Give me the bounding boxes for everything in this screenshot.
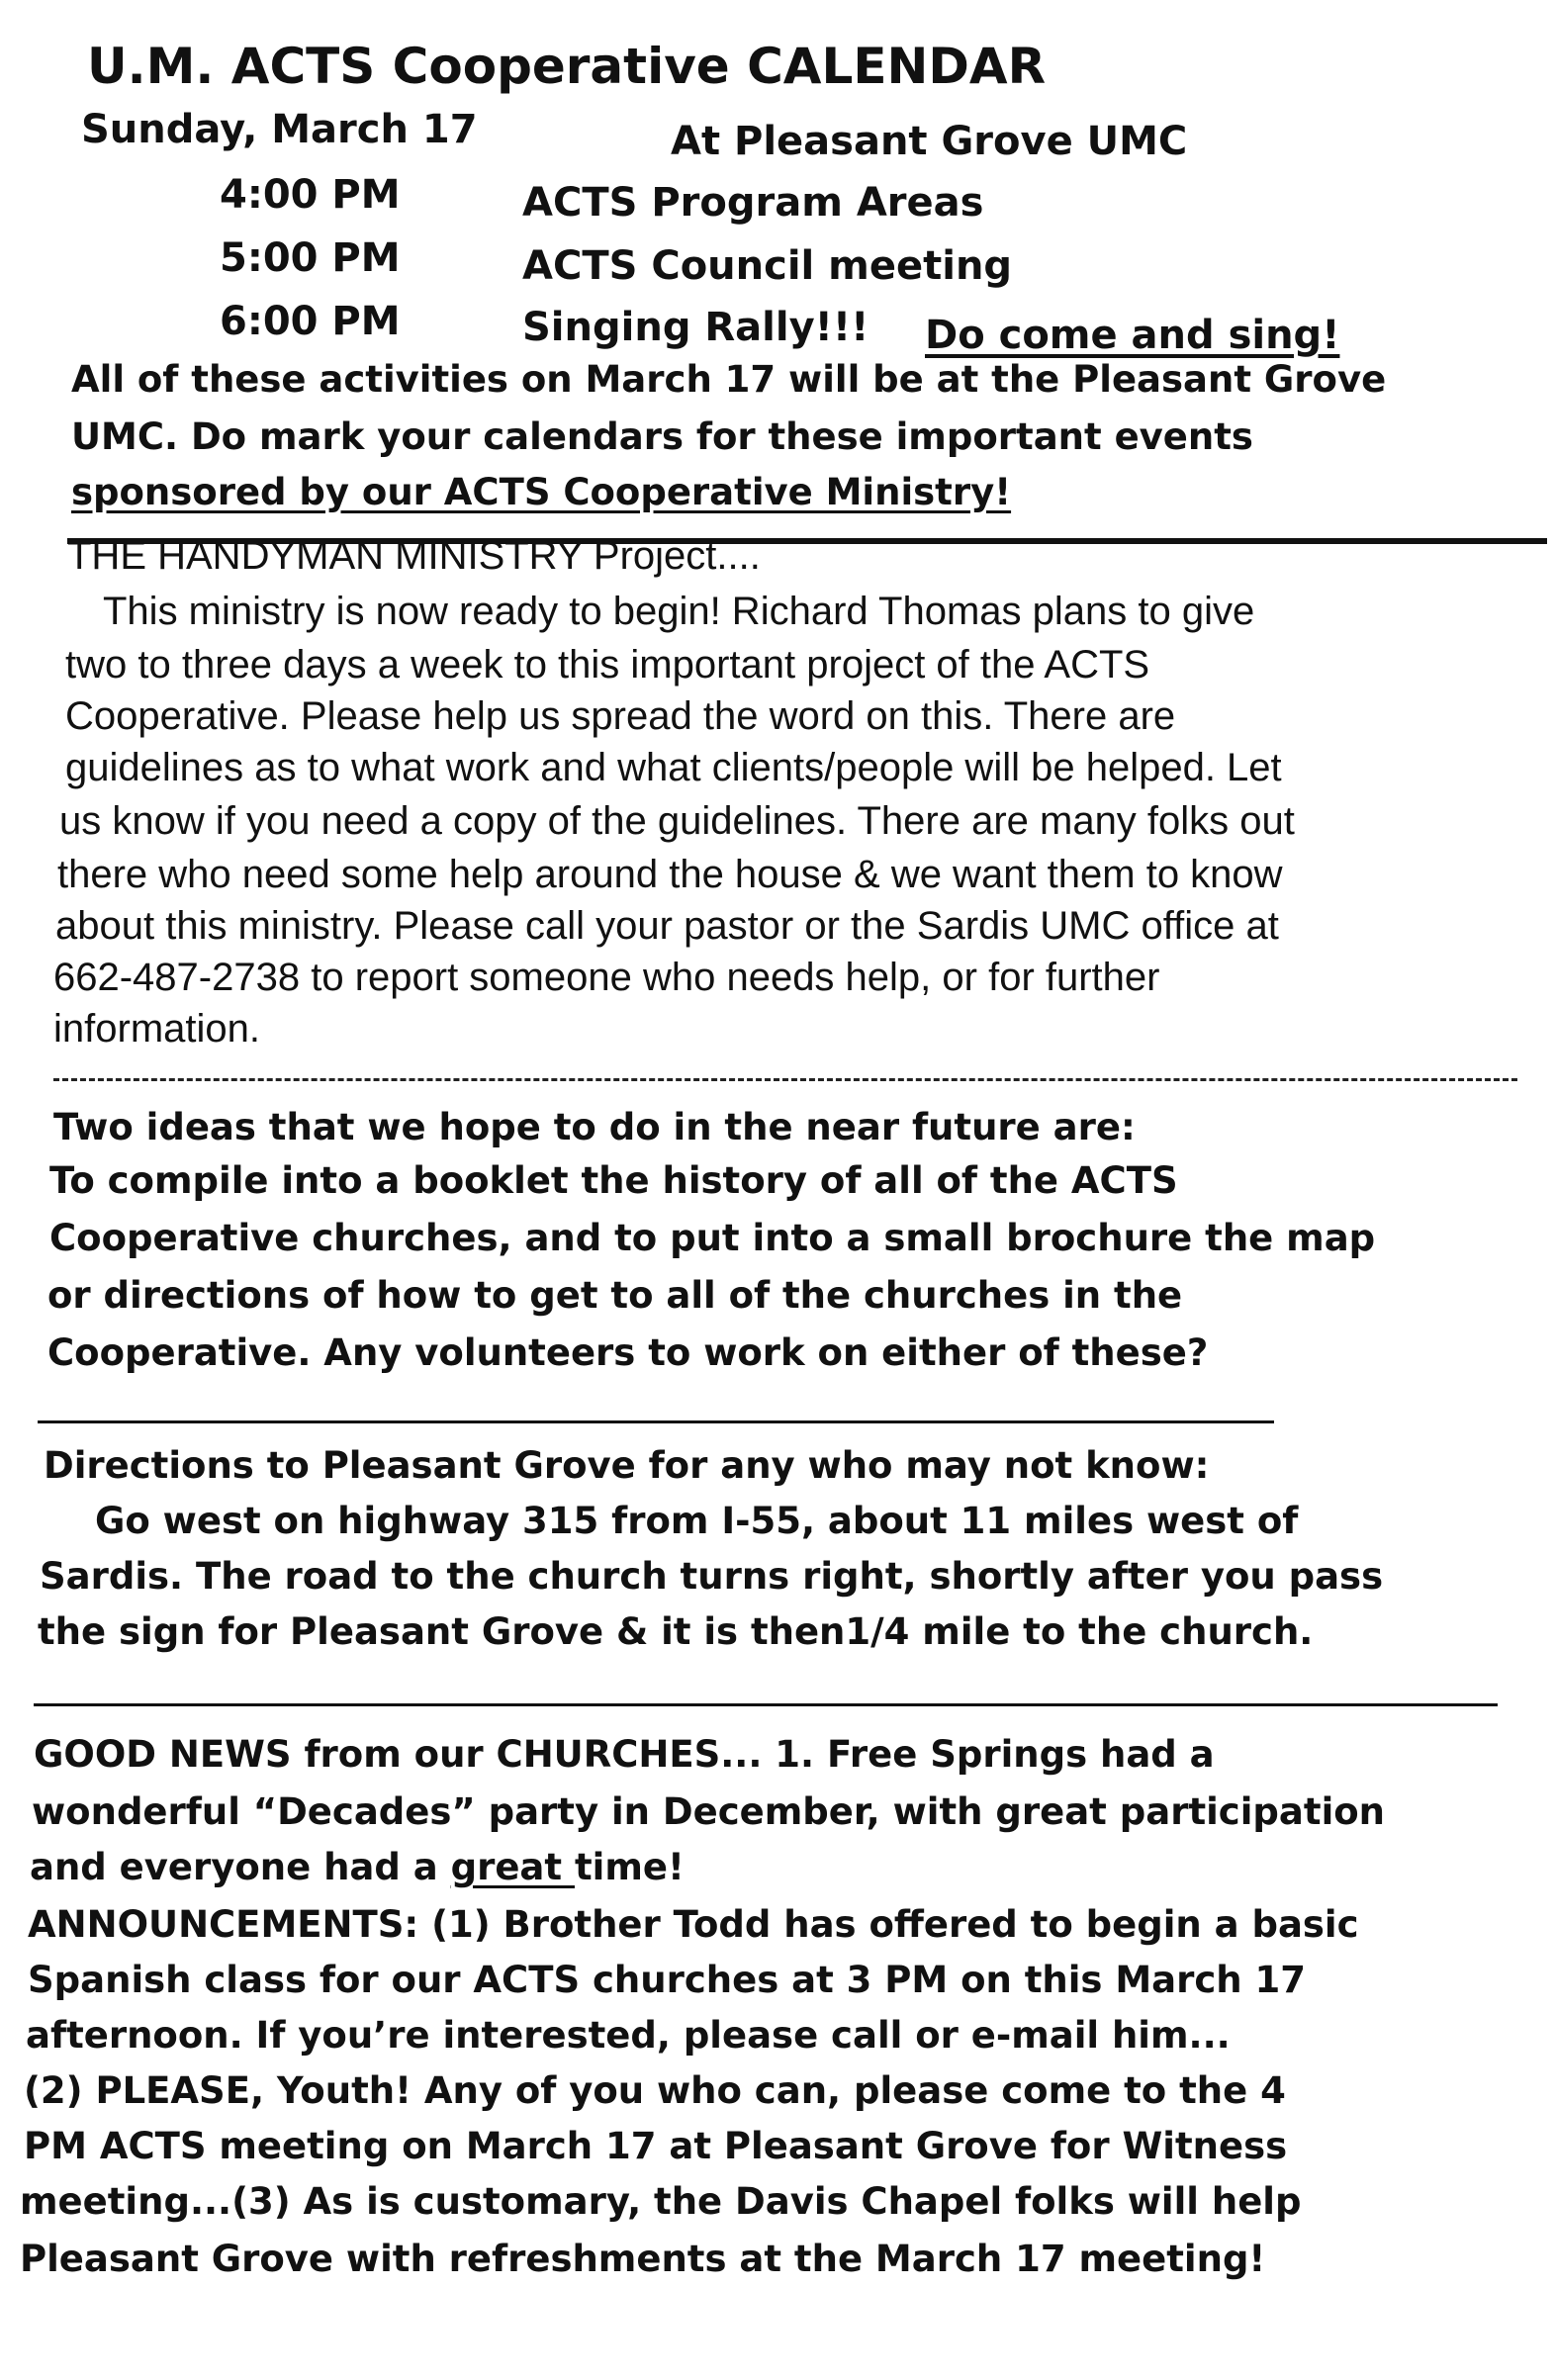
paragraph-line: two to three days a week to this important project of the ACTS bbox=[65, 643, 1150, 687]
calendar-date: Sunday, March 17 bbox=[81, 107, 478, 152]
calendar-note-line: sponsored by our ACTS Cooperative Ministry! bbox=[71, 471, 1012, 513]
paragraph-line: 662-487-2738 to report someone who needs help, or for further bbox=[53, 956, 1160, 999]
section-divider bbox=[38, 1420, 1274, 1423]
calendar-note-line: UMC. Do mark your calendars for these important events bbox=[71, 415, 1253, 458]
paragraph-line: Spanish class for our ACTS churches at 3 PM on this March 17 bbox=[28, 1959, 1307, 2001]
paragraph-line: or directions of how to get to all of the churches in the bbox=[47, 1274, 1183, 1317]
paragraph-line: Two ideas that we hope to do in the near future are: bbox=[53, 1106, 1136, 1148]
paragraph-line: information. bbox=[53, 1007, 260, 1051]
paragraph-line: (2) PLEASE, Youth! Any of you who can, please come to the 4 bbox=[24, 2069, 1286, 2112]
text-run: and everyone had a bbox=[30, 1846, 451, 1888]
paragraph-line: us know if you need a copy of the guidelines. There are many folks out bbox=[59, 799, 1295, 843]
paragraph-line: meeting...(3) As is customary, the Davis Chapel folks will help bbox=[20, 2180, 1302, 2223]
calendar-location: At Pleasant Grove UMC bbox=[671, 119, 1188, 164]
paragraph-line: Pleasant Grove with refreshments at the March 17 meeting! bbox=[20, 2238, 1266, 2280]
section-divider bbox=[34, 1703, 1498, 1706]
paragraph-line: about this ministry. Please call your pastor or the Sardis UMC office at bbox=[55, 904, 1279, 948]
text-run: time! bbox=[574, 1846, 685, 1888]
paragraph-line: wonderful “Decades” party in December, with great participation bbox=[32, 1790, 1386, 1833]
page-title: U.M. ACTS Cooperative CALENDAR bbox=[87, 38, 1047, 95]
paragraph-line bbox=[30, 1846, 685, 1888]
section-heading: THE HANDYMAN MINISTRY Project.... bbox=[67, 534, 761, 578]
paragraph-line: This ministry is now ready to begin! Richard Thomas plans to give bbox=[103, 590, 1255, 633]
paragraph-line: guidelines as to what work and what clients/people will be helped. Let bbox=[65, 746, 1282, 789]
event-time: 6:00 PM bbox=[220, 299, 401, 344]
paragraph-line: Go west on highway 315 from I-55, about 11 miles west of bbox=[95, 1500, 1299, 1542]
paragraph-line: ANNOUNCEMENTS: (1) Brother Todd has offered to begin a basic bbox=[28, 1903, 1359, 1946]
event-label: ACTS Council meeting bbox=[522, 243, 1013, 289]
event-label: ACTS Program Areas bbox=[522, 180, 984, 226]
paragraph-line: To compile into a booklet the history of all of the ACTS bbox=[49, 1159, 1178, 1202]
event-time: 5:00 PM bbox=[220, 235, 401, 281]
event-label: Singing Rally!!! bbox=[522, 305, 869, 350]
event-time: 4:00 PM bbox=[220, 172, 401, 218]
paragraph-line: PM ACTS meeting on March 17 at Pleasant Grove for Witness bbox=[24, 2125, 1288, 2167]
section-heading: Directions to Pleasant Grove for any who may not know: bbox=[44, 1444, 1210, 1487]
paragraph-line: Cooperative. Any volunteers to work on either of these? bbox=[47, 1331, 1209, 1374]
paragraph-line: Cooperative. Please help us spread the word on this. There are bbox=[65, 694, 1176, 738]
paragraph-line: the sign for Pleasant Grove & it is then1/4 mile to the church. bbox=[38, 1610, 1314, 1653]
dashed-divider bbox=[53, 1078, 1517, 1081]
event-extra-underlined: Do come and sing! bbox=[925, 313, 1340, 358]
underlined-word: great bbox=[450, 1846, 575, 1888]
paragraph-line: afternoon. If you’re interested, please call or e-mail him... bbox=[26, 2014, 1231, 2057]
paragraph-line: Cooperative churches, and to put into a small brochure the map bbox=[49, 1217, 1376, 1259]
paragraph-line: there who need some help around the house & we want them to know bbox=[57, 853, 1283, 896]
paragraph-line: Sardis. The road to the church turns right, shortly after you pass bbox=[40, 1555, 1384, 1598]
paragraph-line: GOOD NEWS from our CHURCHES... 1. Free Springs had a bbox=[34, 1733, 1215, 1776]
calendar-note-line: All of these activities on March 17 will be at the Pleasant Grove bbox=[71, 358, 1387, 401]
